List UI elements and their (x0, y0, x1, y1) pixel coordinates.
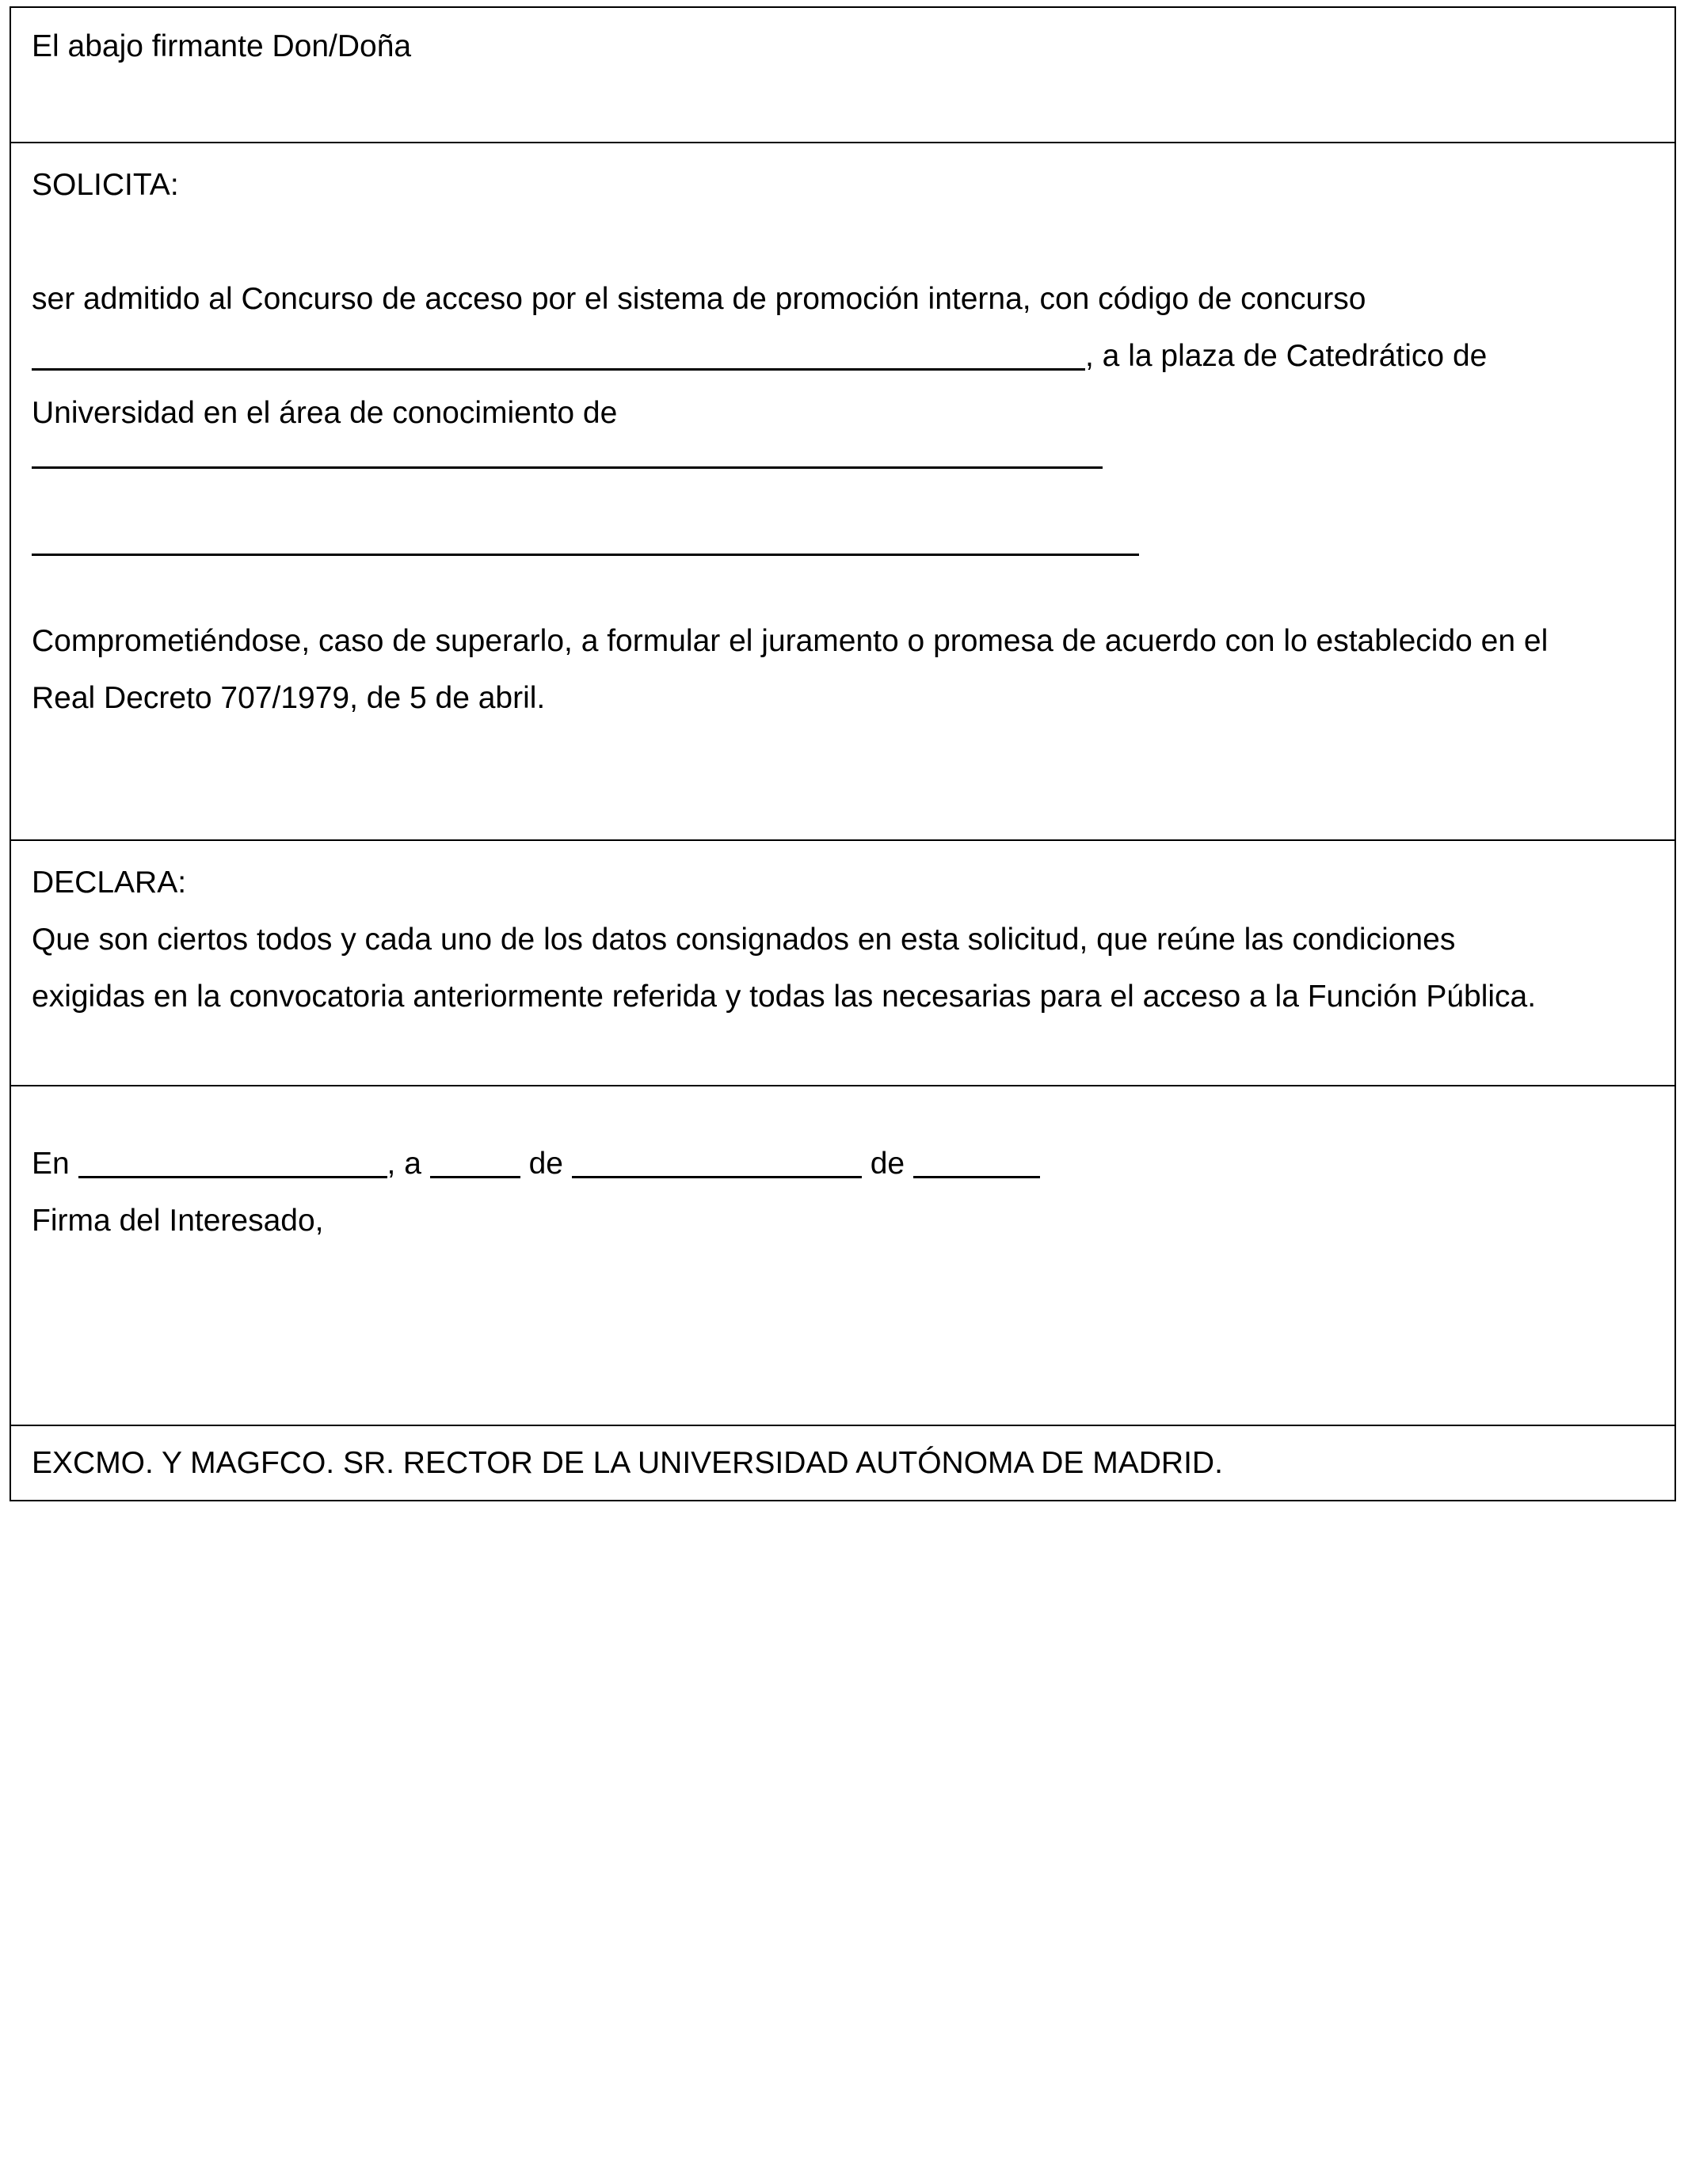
knowledge-area-line-1 (32, 442, 1654, 499)
addressee-text: EXCMO. Y MAGFCO. SR. RECTOR DE LA UNIVERSIDAD AUTÓNOMA DE MADRID. (32, 1446, 1223, 1480)
month-field[interactable] (572, 1175, 862, 1178)
knowledge-area-line-2 (32, 556, 1654, 613)
spacer (32, 499, 1654, 556)
request-line-3: Universidad en el área de conocimiento de (32, 396, 618, 430)
declaration-line-2: exigidas en la convocatoria anteriormente referida y todas las necesarias para el acceso a la Función Pública. (32, 980, 1537, 1014)
request-line-2-text: , a la plaza de Catedrático de (1085, 339, 1488, 373)
comma-a: , a (387, 1147, 421, 1181)
request-line-1: ser admitido al Concurso de acceso por el sistema de promoción interna, con código de concurso (32, 282, 1366, 316)
declaration-heading: DECLARA: (32, 866, 187, 900)
request-heading: SOLICITA: (32, 168, 179, 202)
year-field[interactable] (913, 1175, 1040, 1178)
place-date-line (32, 1136, 1654, 1193)
day-field[interactable] (430, 1175, 520, 1178)
place-prefix: En (32, 1147, 70, 1181)
applicant-section (11, 8, 1674, 142)
knowledge-area-field-2[interactable] (32, 553, 1139, 556)
de-label-2: de (870, 1147, 905, 1181)
signature-label: Firma del Interesado, (32, 1204, 324, 1238)
request-line-2 (32, 328, 1654, 385)
declaration-section (11, 839, 1674, 1085)
commitment-line-1: Comprometiéndose, caso de superarlo, a formular el juramento o promesa de acuerdo con lo establecido en el (32, 624, 1549, 658)
de-label-1: de (528, 1147, 563, 1181)
request-section (11, 142, 1674, 839)
knowledge-area-field-1[interactable] (32, 466, 1103, 469)
commitment-line-2: Real Decreto 707/1979, de 5 de abril. (32, 681, 546, 715)
application-form (10, 6, 1676, 1501)
place-field[interactable] (78, 1175, 387, 1178)
declaration-line-1: Que son ciertos todos y cada uno de los datos consignados en esta solicitud, que reúne las condiciones (32, 923, 1456, 957)
addressee-section (11, 1425, 1674, 1500)
spacer (32, 214, 1654, 271)
contest-code-field[interactable] (32, 367, 1085, 371)
signature-section (11, 1085, 1674, 1425)
applicant-label: El abajo firmante Don/Doña (32, 29, 412, 63)
